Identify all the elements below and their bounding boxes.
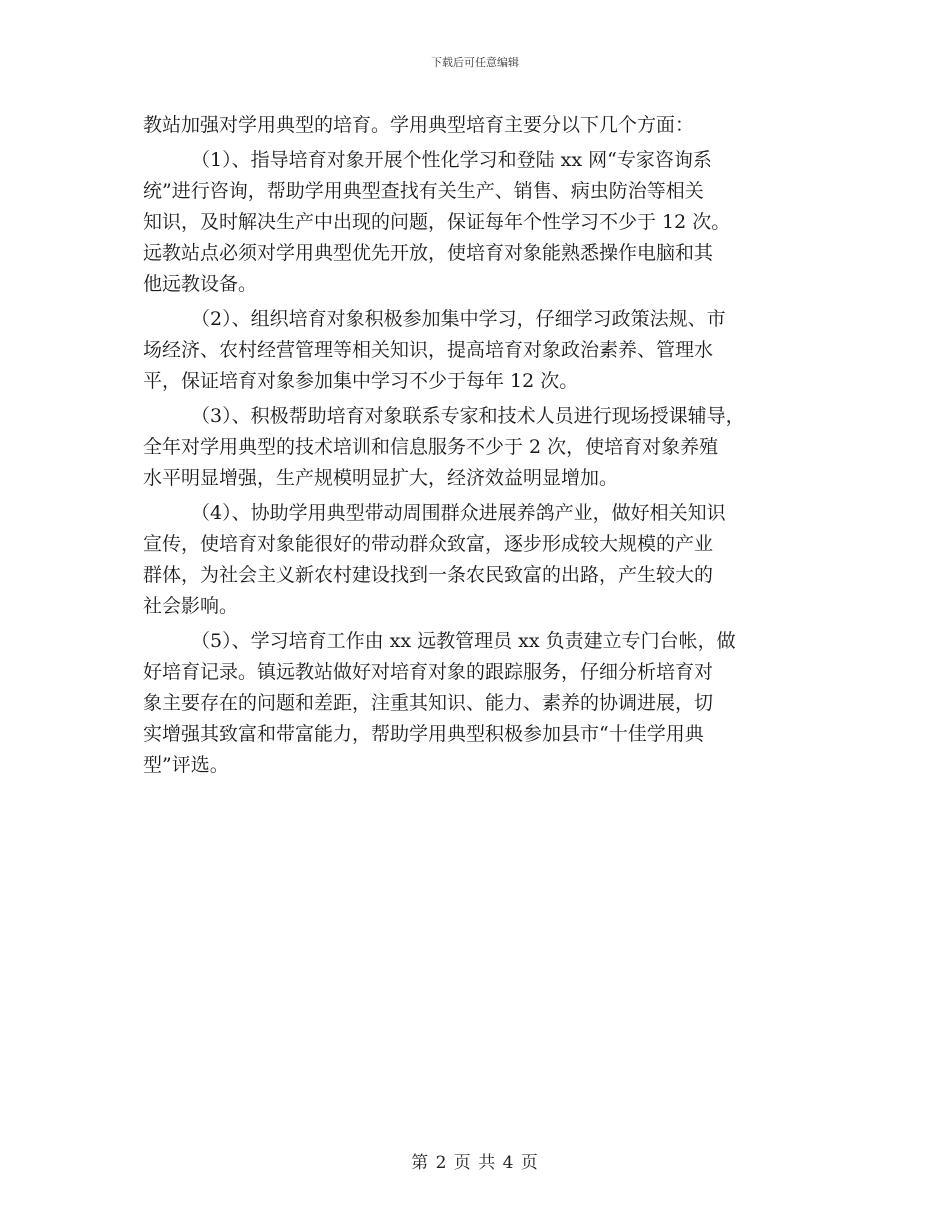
paragraph-3-line: 全年对学用典型的技术培训和信息服务不少于 2 次，使培育对象养殖	[143, 436, 719, 458]
paragraph-5-line: 型”评选。	[143, 754, 229, 776]
body-line: 教站加强对学用典型的培育。学用典型培育主要分以下几个方面：	[143, 114, 695, 136]
paragraph-3-line: （3）、积极帮助培育对象联系专家和技术人员进行现场授课辅导，	[191, 405, 745, 427]
paragraph-5-line: 象主要存在的问题和差距，注重其知识、能力、素养的协调进展，切	[143, 692, 714, 714]
paragraph-5-line: （5）、学习培育工作由 xx 远教管理员 xx 负责建立专门台帐，做	[191, 630, 736, 652]
page-number: 第 2 页 共 4 页	[411, 1153, 539, 1173]
paragraph-1-line: 远教站点必须对学用典型优先开放，使培育对象能熟悉操作电脑和其	[143, 242, 714, 264]
paragraph-1-line: 他远教设备。	[143, 273, 258, 295]
paragraph-4-line: 群体，为社会主义新农村建设找到一条农民致富的出路，产生较大的	[143, 564, 714, 586]
paragraph-1-line: 统”进行咨询，帮助学用典型查找有关生产、销售、病虫防治等相关	[143, 180, 704, 202]
paragraph-2-line: （2）、组织培育对象积极参加集中学习，仔细学习政策法规、市	[191, 308, 726, 330]
paragraph-4-line: 宣传，使培育对象能很好的带动群众致富，逐步形成较大规模的产业	[143, 533, 714, 555]
paragraph-4-line: （4）、协助学用典型带动周围群众进展养鸽产业，做好相关知识	[191, 502, 726, 524]
paragraph-3-line: 水平明显增强，生产规模明显扩大，经济效益明显增加。	[143, 467, 619, 489]
paragraph-2-line: 平，保证培育对象参加集中学习不少于每年 12 次。	[143, 370, 579, 392]
paragraph-5-line: 好培育记录。镇远教站做好对培育对象的跟踪服务，仔细分析培育对	[143, 661, 714, 683]
paragraph-2-line: 场经济、农村经营管理等相关知识，提高培育对象政治素养、管理水	[143, 339, 714, 361]
paragraph-4-line: 社会影响。	[143, 595, 239, 617]
document-body	[143, 110, 815, 781]
paragraph-1-line: （1）、指导培育对象开展个性化学习和登陆 xx 网“专家咨询系	[191, 149, 712, 171]
paragraph-5-line: 实增强其致富和带富能力，帮助学用典型积极参加县市“十佳学用典	[143, 723, 704, 745]
header-note: 下载后可任意编辑	[431, 56, 519, 69]
paragraph-1-line: 知识，及时解决生产中出现的问题，保证每年个性学习不少于 12 次。	[143, 211, 731, 233]
